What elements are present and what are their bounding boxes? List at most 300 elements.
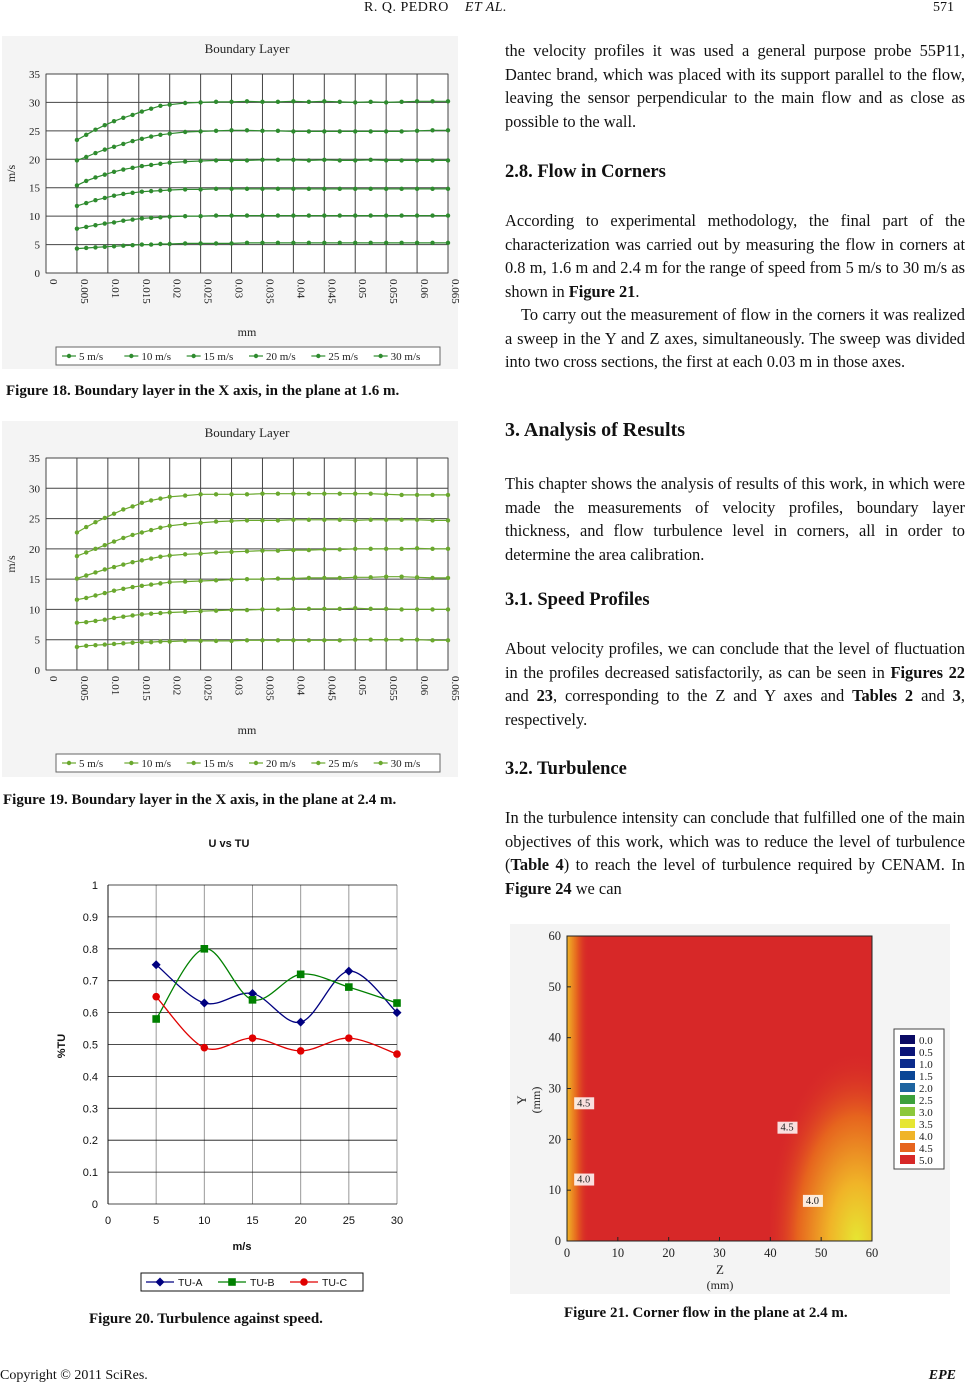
x-tick-label: 60: [865, 1246, 879, 1260]
data-point: [307, 638, 311, 642]
data-point: [276, 241, 280, 245]
x-tick-label: 0: [47, 676, 59, 682]
data-point: [307, 492, 311, 496]
color-legend-label: 5.0: [919, 1155, 933, 1167]
x-tick-label: 0.06: [418, 279, 431, 299]
data-point: [399, 187, 403, 191]
data-point: [415, 493, 419, 497]
data-point: [93, 175, 97, 179]
data-point: [130, 533, 134, 537]
y-tick-label: 20: [548, 1132, 561, 1147]
figure-18-caption: Figure 18. Boundary layer in the X axis, in the plane at 1.6 m.: [6, 383, 400, 399]
data-point: [93, 593, 97, 597]
data-point: [260, 241, 264, 245]
body-paragraph-5: About velocity profiles, we can conclude that the level of fluctuation in the profiles decreased satisfactorily, as can be seen in Figures 22 and 23, corresponding to the Z and Y axes and Tables 2 and 3, respectively.: [505, 639, 965, 729]
data-point: [84, 573, 88, 577]
data-point: [260, 100, 264, 104]
heatmap-corner-region: [770, 1028, 872, 1242]
data-point: [322, 492, 326, 496]
data-point: [201, 945, 209, 953]
data-point: [245, 128, 249, 132]
data-point: [415, 158, 419, 162]
data-point: [93, 643, 97, 647]
data-point: [149, 134, 153, 138]
data-point: [353, 213, 357, 217]
body-paragraph-3: To carry out the measurement of flow in the corners it was realized a sweep in the Y and Z axes, simultaneously. The sweep was divided into two cross sections, the first at each 0.03 m in those axes.: [505, 305, 965, 371]
data-point: [183, 579, 187, 583]
data-point: [393, 1050, 401, 1058]
data-point: [112, 512, 116, 516]
data-point: [121, 614, 125, 618]
data-point: [152, 993, 160, 1001]
y-tick-label: 0.5: [82, 1039, 98, 1052]
y-tick-label: 10: [29, 211, 40, 224]
data-point: [198, 579, 202, 583]
data-point: [149, 556, 153, 560]
data-point: [415, 187, 419, 191]
data-point: [130, 585, 134, 589]
y-tick-label: 0.9: [82, 911, 98, 924]
data-point: [121, 167, 125, 171]
data-point: [103, 516, 107, 520]
y-tick-label: 15: [29, 574, 40, 587]
data-point: [198, 100, 202, 104]
x-tick-label: 0.05: [356, 676, 369, 696]
data-point: [276, 638, 280, 642]
data-point: [322, 99, 326, 103]
data-point: [345, 983, 353, 991]
y-tick-label: 0.7: [82, 975, 98, 988]
data-point: [214, 550, 218, 554]
data-point: [430, 128, 434, 132]
data-point: [446, 213, 450, 217]
data-point: [296, 1018, 305, 1027]
data-point: [291, 638, 295, 642]
data-point: [338, 158, 342, 162]
data-point: [121, 116, 125, 120]
data-point: [214, 492, 218, 496]
data-point: [121, 587, 125, 591]
color-legend-swatch: [900, 1083, 915, 1092]
legend-marker: [316, 761, 320, 765]
data-point: [399, 607, 403, 611]
x-tick-label: 0.01: [108, 279, 121, 299]
data-point: [112, 588, 116, 592]
color-legend-swatch: [900, 1047, 915, 1056]
data-point: [307, 100, 311, 104]
data-point: [200, 999, 209, 1008]
legend-marker: [191, 761, 195, 765]
data-point: [140, 612, 144, 616]
legend-marker: [129, 761, 133, 765]
data-point: [214, 578, 218, 582]
data-point: [446, 518, 450, 522]
y-tick-label: 15: [29, 182, 40, 195]
data-point: [276, 100, 280, 104]
data-point: [198, 214, 202, 218]
y-tick-label: 0: [34, 665, 40, 677]
body-paragraph-1: the velocity profiles it was used a general purpose probe 55P11, Dantec brand, which was placed with its support parallel to the flow, leaving the sensor perpendicular to the main flow and as close as possible to the wall.: [505, 41, 965, 131]
data-point: [260, 213, 264, 217]
data-point: [121, 218, 125, 222]
data-point: [384, 547, 388, 551]
figure-20-chart: [30, 830, 440, 1300]
running-head-authors: R. Q. PEDRO ET AL.: [364, 0, 508, 15]
y-tick-label: 0.1: [82, 1167, 98, 1180]
data-point: [158, 525, 162, 529]
data-point: [276, 548, 280, 552]
y-tick-label: 20: [29, 154, 40, 167]
legend-label: 10 m/s: [141, 351, 171, 363]
data-point: [322, 158, 326, 162]
data-point: [214, 519, 218, 523]
data-point: [368, 518, 372, 522]
legend-label: 20 m/s: [266, 758, 296, 770]
data-point: [112, 119, 116, 123]
data-point: [368, 607, 372, 611]
data-point: [130, 504, 134, 508]
data-point: [446, 187, 450, 191]
series-line: [156, 965, 397, 1023]
data-point: [249, 996, 257, 1004]
legend-label: TU-B: [250, 1277, 275, 1289]
data-point: [260, 129, 264, 133]
data-point: [149, 528, 153, 532]
data-point: [384, 100, 388, 104]
data-point: [103, 172, 107, 176]
color-legend-label: 2.5: [919, 1095, 933, 1107]
data-point: [158, 242, 162, 246]
data-point: [276, 158, 280, 162]
data-point: [415, 518, 419, 522]
data-point: [338, 213, 342, 217]
data-point: [353, 492, 357, 496]
y-tick-label: 10: [29, 604, 40, 617]
data-point: [112, 642, 116, 646]
data-point: [183, 241, 187, 245]
data-point: [93, 245, 97, 249]
data-point: [245, 492, 249, 496]
data-point: [121, 142, 125, 146]
data-point: [338, 638, 342, 642]
figure-20-caption: Figure 20. Turbulence against speed.: [89, 1311, 323, 1327]
data-point: [338, 576, 342, 580]
data-point: [183, 493, 187, 497]
data-point: [140, 242, 144, 246]
data-point: [112, 193, 116, 197]
data-point: [84, 550, 88, 554]
data-point: [446, 128, 450, 132]
data-point: [415, 129, 419, 133]
x-tick-label: 0.05: [356, 279, 369, 299]
color-legend-label: 2.0: [919, 1083, 933, 1095]
data-point: [214, 213, 218, 217]
color-legend-label: 3.5: [919, 1119, 933, 1131]
data-point: [249, 1034, 257, 1042]
data-point: [276, 187, 280, 191]
data-point: [430, 187, 434, 191]
y-axis-label: m/s: [4, 164, 18, 183]
data-point: [384, 518, 388, 522]
data-point: [93, 151, 97, 155]
data-point: [93, 198, 97, 202]
x-tick-label: 0.04: [294, 279, 307, 299]
legend-marker: [129, 354, 133, 358]
data-point: [430, 241, 434, 245]
legend-label: 15 m/s: [203, 351, 234, 363]
data-point: [149, 242, 153, 246]
data-point: [130, 113, 134, 117]
data-point: [149, 216, 153, 220]
data-point: [430, 576, 434, 580]
legend-label: 30 m/s: [390, 758, 421, 770]
legend-label: 30 m/s: [390, 351, 421, 363]
data-point: [338, 100, 342, 104]
data-point: [430, 607, 434, 611]
body-paragraph-2: According to experimental methodology, the final part of the characterization was carried out by measuring the flow in corners at 0.8 m, 1.6 m and 2.4 m for the range of speed from 5 m/s to 30 m/s as shown in Figure 21. To carry out the measurement of flow in the corners it was realized a sweep in the Y and Z axes, simultaneously. The sweep was divided into two cross sections, the first at each 0.03 m in those axes.: [505, 209, 965, 374]
contour-label: 4.0: [805, 1195, 820, 1207]
data-point: [368, 638, 372, 642]
data-point: [307, 518, 311, 522]
data-point: [93, 570, 97, 574]
data-point: [112, 539, 116, 543]
x-tick-label: 0.03: [232, 676, 245, 696]
data-point: [368, 158, 372, 162]
y-tick-label: 30: [29, 483, 40, 496]
data-point: [214, 608, 218, 612]
data-point: [322, 518, 326, 522]
data-point: [130, 613, 134, 617]
data-point: [84, 644, 88, 648]
data-point: [84, 596, 88, 600]
x-tick-label: 0.005: [77, 279, 90, 304]
data-point: [338, 492, 342, 496]
data-point: [353, 518, 357, 522]
data-point: [368, 100, 372, 104]
data-point: [260, 548, 264, 552]
data-point: [229, 550, 233, 554]
x-tick-label: 0.025: [201, 279, 214, 304]
data-point: [291, 607, 295, 611]
data-point: [183, 522, 187, 526]
data-point: [276, 492, 280, 496]
chart-title: Boundary Layer: [204, 425, 290, 440]
x-tick-label: 0.015: [139, 279, 152, 304]
x-tick-label: 0: [47, 279, 59, 285]
data-point: [84, 620, 88, 624]
data-point: [415, 241, 419, 245]
legend-marker: [67, 761, 71, 765]
legend-marker: [378, 354, 382, 358]
data-point: [112, 220, 116, 224]
data-point: [167, 639, 171, 643]
chart-title: Boundary Layer: [204, 41, 290, 56]
data-point: [167, 610, 171, 614]
data-point: [446, 158, 450, 162]
chart-title: U vs TU: [208, 838, 250, 850]
data-point: [112, 145, 116, 149]
contour-label: 4.0: [577, 1174, 591, 1186]
y-tick-label: 0: [91, 1199, 98, 1211]
data-point: [149, 163, 153, 167]
section-heading-3: 3. Analysis of Results: [505, 419, 686, 441]
data-point: [93, 223, 97, 227]
data-point: [167, 215, 171, 219]
data-point: [291, 187, 295, 191]
data-point: [158, 611, 162, 615]
y-axis-label: m/s: [4, 555, 18, 573]
data-point: [430, 518, 434, 522]
legend-label: 5 m/s: [79, 758, 104, 770]
data-point: [152, 1015, 160, 1023]
y-tick-label: 25: [29, 125, 40, 138]
data-point: [399, 100, 403, 104]
x-tick-label: 0.03: [232, 279, 245, 299]
y-tick-label: 50: [548, 979, 561, 994]
data-point: [322, 576, 326, 580]
x-axis-label: mm: [237, 723, 257, 737]
data-point: [149, 106, 153, 110]
data-point: [353, 129, 357, 133]
data-point: [149, 498, 153, 502]
data-point: [446, 493, 450, 497]
x-tick-label: 20: [294, 1215, 307, 1227]
data-point: [338, 607, 342, 611]
data-point: [75, 554, 79, 558]
data-point: [384, 241, 388, 245]
data-point: [229, 492, 233, 496]
data-point: [322, 638, 326, 642]
x-tick-label: 0.035: [263, 676, 276, 701]
data-point: [297, 1047, 305, 1055]
data-point: [276, 607, 280, 611]
data-point: [214, 158, 218, 162]
data-point: [103, 567, 107, 571]
y-tick-label: 20: [29, 543, 40, 556]
data-point: [183, 552, 187, 556]
section-heading-2-8: 2.8. Flow in Corners: [505, 162, 666, 182]
data-point: [276, 576, 280, 580]
data-point: [158, 639, 162, 643]
x-axis-label: Z: [716, 1262, 724, 1277]
data-point: [353, 241, 357, 245]
x-tick-label: 0: [104, 1215, 112, 1227]
data-point: [384, 187, 388, 191]
y-tick-label: 0.4: [82, 1071, 98, 1084]
data-point: [446, 99, 450, 103]
data-point: [353, 638, 357, 642]
data-point: [167, 242, 171, 246]
data-point: [384, 575, 388, 579]
data-point: [446, 576, 450, 580]
data-point: [322, 187, 326, 191]
x-axis-unit: (mm): [706, 1278, 734, 1292]
data-point: [214, 241, 218, 245]
data-point: [368, 187, 372, 191]
data-point: [112, 170, 116, 174]
x-tick-label: 0.065: [449, 279, 461, 304]
data-point: [307, 158, 311, 162]
data-point: [291, 518, 295, 522]
data-point: [368, 241, 372, 245]
x-tick-label: 30: [713, 1246, 726, 1260]
data-point: [338, 518, 342, 522]
data-point: [399, 575, 403, 579]
x-tick-label: 30: [390, 1215, 404, 1227]
data-point: [260, 638, 264, 642]
data-point: [75, 138, 79, 142]
page-number: 571: [933, 0, 954, 15]
data-point: [198, 159, 202, 163]
data-point: [167, 103, 171, 107]
data-point: [130, 217, 134, 221]
data-point: [399, 518, 403, 522]
x-tick-label: 5: [153, 1215, 160, 1227]
x-tick-label: 50: [814, 1246, 828, 1260]
color-legend-label: 1.5: [919, 1071, 933, 1083]
data-point: [297, 971, 305, 979]
data-point: [446, 241, 450, 245]
data-point: [167, 495, 171, 499]
y-tick-label: 0.8: [82, 943, 98, 956]
data-point: [415, 99, 419, 103]
data-point: [415, 607, 419, 611]
x-tick-label: 25: [342, 1215, 355, 1227]
data-point: [415, 546, 419, 550]
data-point: [158, 188, 162, 192]
data-point: [167, 160, 171, 164]
data-point: [276, 518, 280, 522]
color-legend-label: 3.0: [919, 1107, 933, 1119]
color-legend-label: 1.0: [919, 1059, 933, 1071]
y-axis-unit: (mm): [529, 1086, 543, 1114]
data-point: [121, 641, 125, 645]
data-point: [368, 213, 372, 217]
x-tick-label: 0.065: [449, 676, 461, 701]
data-point: [121, 562, 125, 566]
y-tick-label: 5: [34, 239, 40, 252]
data-point: [229, 519, 233, 523]
data-point: [260, 187, 264, 191]
data-point: [130, 191, 134, 195]
data-point: [415, 575, 419, 579]
data-point: [183, 639, 187, 643]
legend-label: 10 m/s: [141, 758, 171, 770]
data-point: [84, 225, 88, 229]
data-point: [229, 128, 233, 132]
x-axis-label: mm: [237, 325, 257, 339]
data-point: [75, 598, 79, 602]
data-point: [353, 606, 357, 610]
y-tick-label: 35: [29, 69, 40, 81]
x-tick-label: 0.045: [325, 676, 338, 701]
figure-21-caption: Figure 21. Corner flow in the plane at 2.4 m.: [564, 1305, 848, 1321]
data-point: [338, 187, 342, 191]
data-point: [291, 548, 295, 552]
data-point: [158, 581, 162, 585]
y-tick-label: 30: [548, 1081, 561, 1096]
data-point: [130, 560, 134, 564]
data-point: [322, 213, 326, 217]
data-point: [93, 619, 97, 623]
series-line: [156, 949, 397, 1019]
x-axis-label: m/s: [232, 1241, 252, 1253]
data-point: [149, 582, 153, 586]
data-point: [130, 139, 134, 143]
data-point: [338, 129, 342, 133]
data-point: [430, 99, 434, 103]
x-tick-label: 0.005: [77, 676, 90, 701]
